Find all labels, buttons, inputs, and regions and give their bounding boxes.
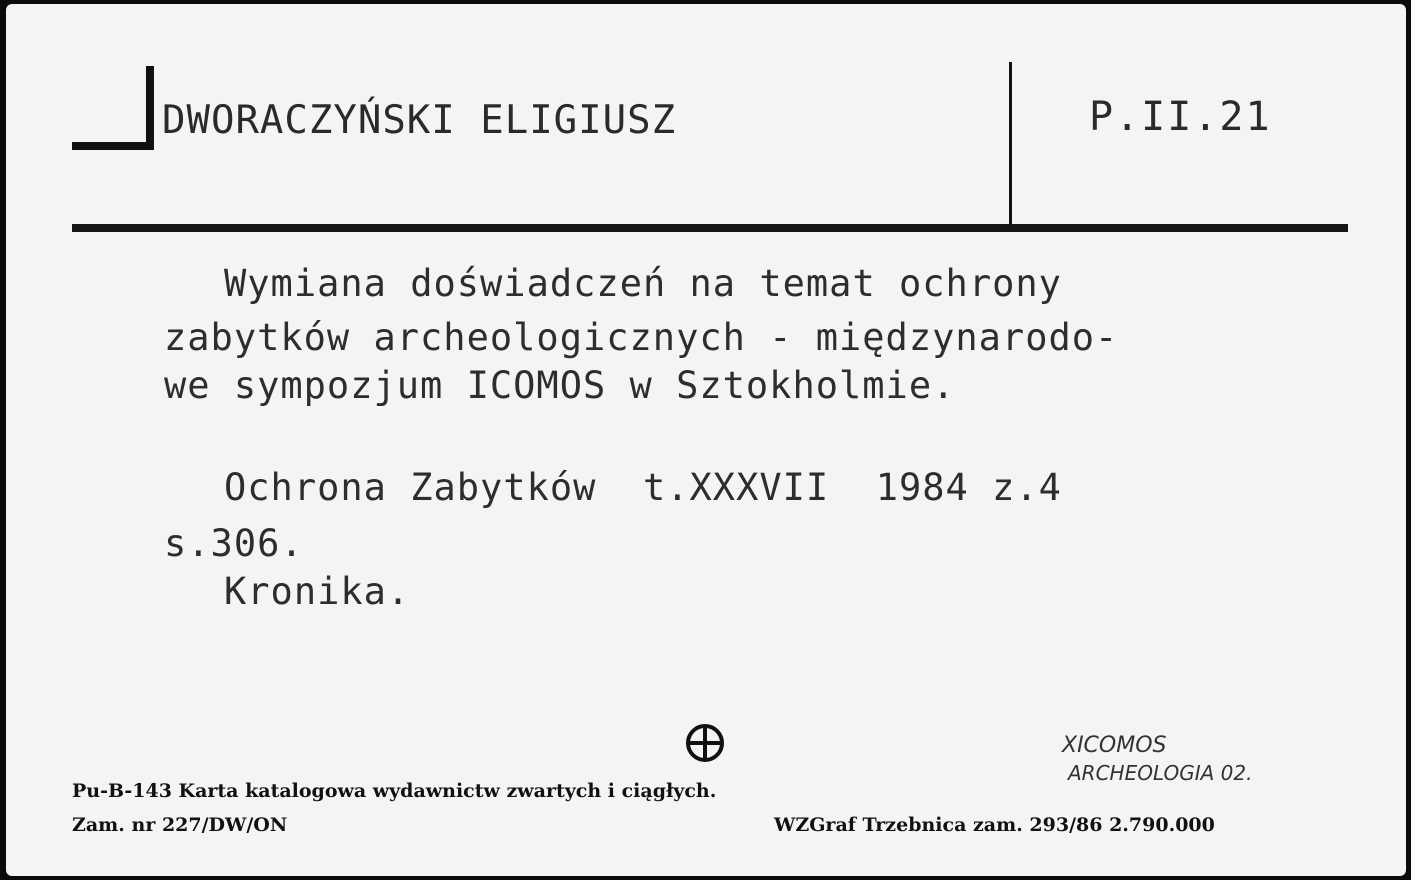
- description-line-3: we sympozjum ICOMOS w Sztokholmie.: [164, 364, 956, 407]
- heading-rule: [72, 224, 1348, 232]
- corner-mark-horizontal: [72, 142, 154, 150]
- handwritten-line-2: ARCHEOLOGIA 02.: [1068, 761, 1253, 785]
- handwritten-note: [1052, 728, 1392, 788]
- source-line-3: Kronika.: [224, 570, 411, 613]
- order-number: Zam. nr 227/DW/ON: [72, 814, 288, 836]
- call-number: P.II.21: [1089, 94, 1272, 140]
- crosshair-emblem-icon: [684, 722, 726, 764]
- form-designation: Pu-B-143 Karta katalogowa wydawnictw zwartych i ciągłych.: [72, 780, 717, 802]
- corner-mark-vertical: [146, 66, 154, 150]
- description-line-1: Wymiana doświadczeń na temat ochrony: [224, 262, 1062, 305]
- catalog-card: [6, 4, 1406, 876]
- printer-imprint: WZGraf Trzebnica zam. 293/86 2.790.000: [774, 814, 1215, 836]
- author-heading: DWORACZYŃSKI ELIGIUSZ: [162, 98, 677, 143]
- source-line-1: Ochrona Zabytków t.XXXVII 1984 z.4: [224, 466, 1062, 509]
- handwritten-line-1: XICOMOS: [1062, 733, 1167, 758]
- header-divider: [1009, 62, 1012, 228]
- description-line-2: zabytków archeologicznych - międzynarodo-: [164, 316, 1119, 359]
- source-line-2: s.306.: [164, 522, 304, 565]
